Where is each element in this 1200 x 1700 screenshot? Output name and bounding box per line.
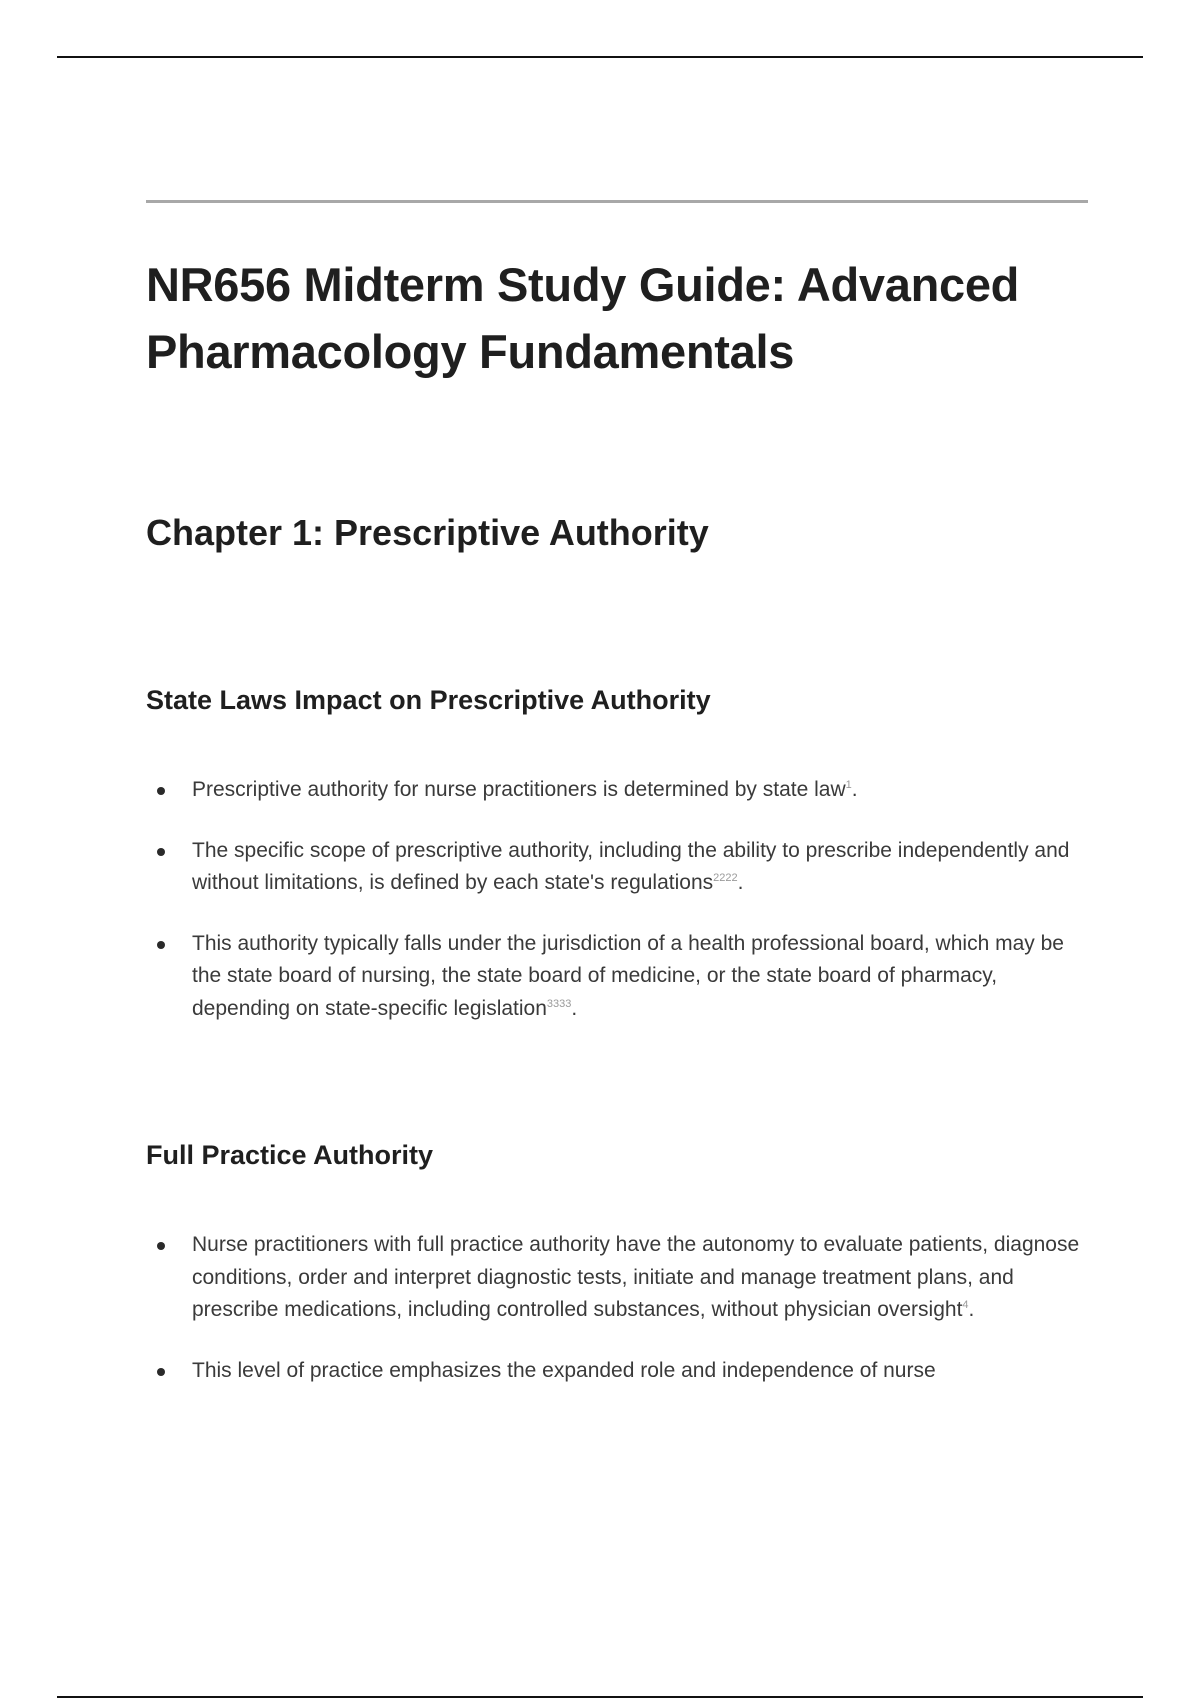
list-item-punctuation: . [968,1298,975,1321]
footnote-marker: 3333 [546,997,572,1010]
footnote-marker: 4 [962,1299,969,1311]
list-item-text: Nurse practitioners with full practice authority have the autonomy to evaluate patients, diagnose conditions, order and interpret diagnostic tests, initiate and manage treatment plans, and prescribe medications, including controlled substances, without physician oversight [192,1233,1080,1321]
footnote-marker: 1 [845,779,852,791]
bullet-icon [157,1242,165,1250]
chapter-heading: Chapter 1: Prescriptive Authority [146,512,709,553]
list-item [146,1355,1088,1388]
page-top-rule [57,56,1143,58]
document-body [146,200,1088,1415]
bullet-list-state-laws [146,774,1088,1025]
bullet-icon [157,1368,165,1376]
bullet-list-full-practice [146,1229,1088,1387]
bullet-icon [157,941,165,949]
list-item [146,1229,1088,1327]
list-item-text: This authority typically falls under the jurisdiction of a health professional board, which may be the state board of nursing, the state board of medicine, or the state board of pharmacy, depending on state-specific legislation [192,931,1064,1020]
section-heading-full-practice: Full Practice Authority [146,1140,434,1170]
list-item-punctuation: . [851,778,858,801]
list-item [146,774,1088,807]
page-bottom-rule [57,1696,1143,1698]
section-heading-state-laws: State Laws Impact on Prescriptive Authority [146,685,711,715]
title-divider [146,200,1088,203]
list-item-punctuation: . [571,996,578,1020]
list-item-text: This level of practice emphasizes the expanded role and independence of nurse [192,1358,936,1382]
list-item [146,928,1088,1026]
bullet-icon [157,787,165,795]
list-item-text: The specific scope of prescriptive authority, including the ability to prescribe independently and without limitations, is defined by each state's regulations [192,838,1070,894]
document-title: NR656 Midterm Study Guide: Advanced Pharmacology Fundamentals [146,258,1020,378]
list-item [146,835,1088,900]
list-item-text: Prescriptive authority for nurse practitioners is determined by state law [192,778,846,801]
list-item-punctuation: . [737,871,744,894]
footnote-marker: 2222 [713,872,738,884]
bullet-icon [157,848,165,856]
